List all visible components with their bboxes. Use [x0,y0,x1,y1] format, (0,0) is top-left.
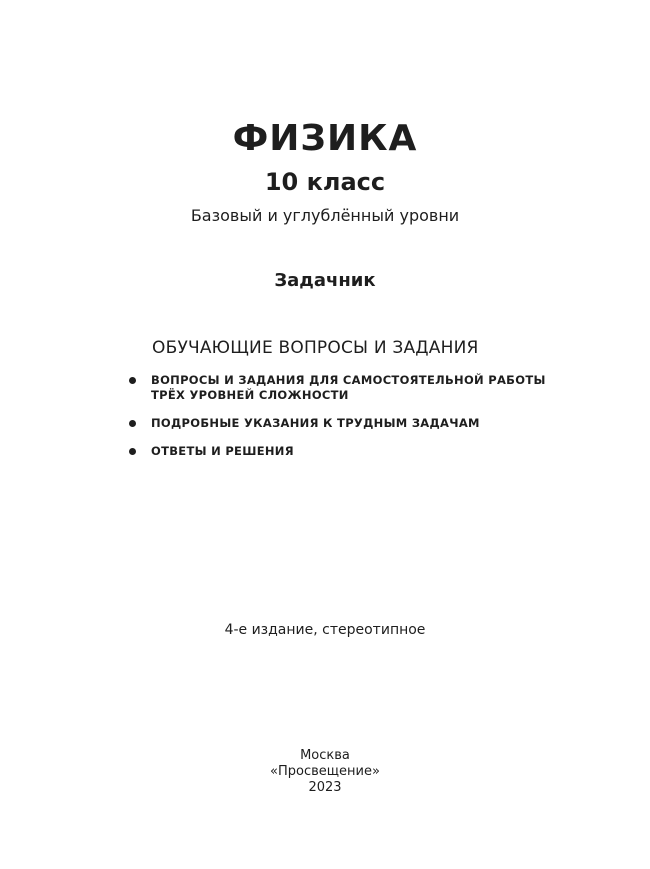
feature-text: ОТВЕТЫ И РЕШЕНИЯ [151,444,294,458]
bullet-icon [129,448,136,455]
feature-text: ПОДРОБНЫЕ УКАЗАНИЯ К ТРУДНЫМ ЗАДАЧАМ [151,416,480,430]
book-type: Задачник [274,270,376,291]
bullet-icon [129,420,136,427]
feature-text-continued: ТРЁХ УРОВНЕЙ СЛОЖНОСТИ [151,388,349,402]
bullet-icon [129,377,136,384]
imprint-city: Москва [300,748,350,763]
feature-text: ВОПРОСЫ И ЗАДАНИЯ ДЛЯ САМОСТОЯТЕЛЬНОЙ РАБОТЫ [151,373,546,387]
levels-subtitle: Базовый и углублённый уровни [190,206,460,225]
grade-label: 10 класс [264,168,386,196]
features-list [127,373,547,472]
section-heading: ОБУЧАЮЩИЕ ВОПРОСЫ И ЗАДАНИЯ [152,338,479,358]
feature-item [127,416,547,431]
imprint-year: 2023 [308,780,342,795]
feature-item [127,373,547,403]
imprint-publisher: «Просвещение» [270,764,380,779]
feature-item [127,444,547,459]
imprint [0,748,650,796]
book-title: ФИЗИКА [232,118,418,159]
edition-note: 4-е издание, стереотипное [224,622,426,638]
